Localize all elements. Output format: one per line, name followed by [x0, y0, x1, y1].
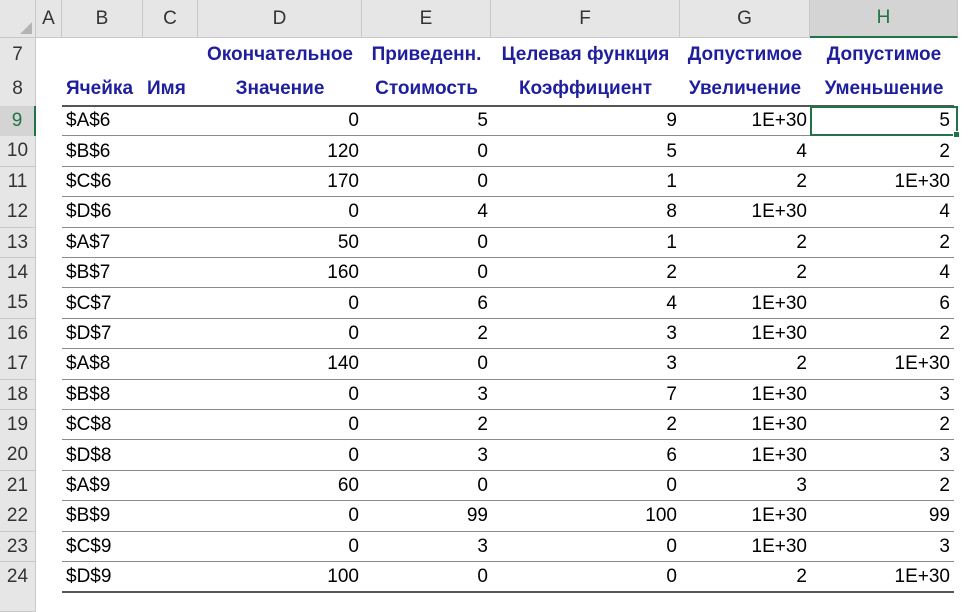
- cell-reduced-row-20[interactable]: 3: [477, 444, 488, 466]
- cell-coef-row-16[interactable]: 3: [666, 322, 677, 344]
- cell-reduced-row-10[interactable]: 0: [477, 140, 488, 162]
- column-header-d[interactable]: D: [198, 0, 362, 38]
- cell-coef-row-13[interactable]: 1: [666, 231, 677, 253]
- cell-dec-row-13[interactable]: 2: [939, 231, 950, 253]
- cell-final-row-13[interactable]: 50: [337, 231, 359, 253]
- heading-r8-h[interactable]: Уменьшение: [824, 78, 944, 99]
- cell-dec-row-22[interactable]: 99: [928, 505, 950, 527]
- cell-coef-row-15[interactable]: 4: [666, 292, 677, 314]
- heading-r7-f[interactable]: Целевая функция: [501, 44, 670, 65]
- cell-final-row-16[interactable]: 0: [348, 322, 359, 344]
- row-header-7[interactable]: 7: [0, 38, 36, 73]
- cell-cell-row-13[interactable]: $A$7: [66, 231, 111, 253]
- cell-coef-row-12[interactable]: 8: [666, 201, 677, 223]
- cell-dec-row-12[interactable]: 4: [939, 201, 950, 223]
- cell-cell-row-18[interactable]: $B$8: [66, 383, 111, 405]
- cell-coef-row-17[interactable]: 3: [666, 353, 677, 375]
- cell-cell-row-11[interactable]: $C$6: [66, 170, 112, 192]
- cell-dec-row-15[interactable]: 6: [939, 292, 950, 314]
- cell-final-row-9[interactable]: 0: [348, 110, 359, 132]
- heading-r8-f[interactable]: Коэффициент: [518, 78, 653, 99]
- cell-cell-row-10[interactable]: $B$6: [66, 140, 111, 162]
- cell-final-row-11[interactable]: 170: [327, 170, 359, 192]
- cell-reduced-row-22[interactable]: 99: [466, 505, 488, 527]
- cell-reduced-row-24[interactable]: 0: [477, 566, 488, 588]
- row-header-11[interactable]: 11: [0, 167, 36, 198]
- cell-dec-row-23[interactable]: 3: [939, 535, 950, 557]
- cell-final-row-14[interactable]: 160: [327, 262, 359, 284]
- row-header-13[interactable]: 13: [0, 228, 36, 259]
- cell-cell-row-17[interactable]: $A$8: [66, 353, 111, 375]
- cell-inc-row-16[interactable]: 1E+30: [751, 322, 807, 344]
- cell-cell-row-16[interactable]: $D$7: [66, 322, 112, 344]
- cell-inc-row-24[interactable]: 2: [796, 566, 807, 588]
- cell-inc-row-10[interactable]: 4: [796, 140, 807, 162]
- row-header-10[interactable]: 10: [0, 136, 36, 167]
- row-header-filler: [0, 592, 36, 612]
- cell-cell-row-15[interactable]: $C$7: [66, 292, 112, 314]
- row-header-19[interactable]: 19: [0, 410, 36, 441]
- cell-inc-row-23[interactable]: 1E+30: [751, 535, 807, 557]
- column-header-g[interactable]: G: [680, 0, 810, 38]
- cell-final-row-10[interactable]: 120: [327, 140, 359, 162]
- row-header-16[interactable]: 16: [0, 319, 36, 350]
- cell-inc-row-21[interactable]: 3: [796, 474, 807, 496]
- active-cell-border: [810, 106, 958, 136]
- cell-cell-row-22[interactable]: $B$9: [66, 505, 111, 527]
- column-header-f[interactable]: F: [491, 0, 680, 38]
- cell-reduced-row-14[interactable]: 0: [477, 262, 488, 284]
- cell-dec-row-16[interactable]: 2: [939, 322, 950, 344]
- cell-inc-row-9[interactable]: 1E+30: [751, 110, 807, 132]
- column-header-h[interactable]: H: [810, 0, 958, 38]
- row-header-20[interactable]: 20: [0, 440, 36, 471]
- heading-r8-e[interactable]: Стоимость: [375, 78, 478, 99]
- cell-inc-row-12[interactable]: 1E+30: [751, 201, 807, 223]
- cell-reduced-row-15[interactable]: 6: [477, 292, 488, 314]
- row-header-15[interactable]: 15: [0, 288, 36, 319]
- cell-inc-row-22[interactable]: 1E+30: [751, 505, 807, 527]
- cell-final-row-20[interactable]: 0: [348, 444, 359, 466]
- cell-cell-row-9[interactable]: $A$6: [66, 110, 111, 132]
- cell-inc-row-19[interactable]: 1E+30: [751, 414, 807, 436]
- cell-reduced-row-18[interactable]: 3: [477, 383, 488, 405]
- cell-final-row-24[interactable]: 100: [327, 566, 359, 588]
- column-header-e[interactable]: E: [362, 0, 491, 38]
- cell-dec-row-11[interactable]: 1E+30: [894, 170, 950, 192]
- cell-cell-row-19[interactable]: $C$8: [66, 414, 112, 436]
- cell-coef-row-9[interactable]: 9: [666, 110, 677, 132]
- cell-final-row-18[interactable]: 0: [348, 383, 359, 405]
- cell-coef-row-22[interactable]: 100: [645, 505, 677, 527]
- row-header-8[interactable]: 8: [0, 72, 36, 107]
- cell-final-row-17[interactable]: 140: [327, 353, 359, 375]
- cell-inc-row-17[interactable]: 2: [796, 353, 807, 375]
- cell-reduced-row-12[interactable]: 4: [477, 201, 488, 223]
- cell-coef-row-21[interactable]: 0: [666, 474, 677, 496]
- cell-inc-row-11[interactable]: 2: [796, 170, 807, 192]
- cell-inc-row-15[interactable]: 1E+30: [751, 292, 807, 314]
- cell-reduced-row-17[interactable]: 0: [477, 353, 488, 375]
- cell-reduced-row-13[interactable]: 0: [477, 231, 488, 253]
- cell-dec-row-24[interactable]: 1E+30: [894, 566, 950, 588]
- heading-r8-c[interactable]: Имя: [147, 78, 186, 99]
- cell-final-row-23[interactable]: 0: [348, 535, 359, 557]
- cell-cell-row-23[interactable]: $C$9: [66, 535, 112, 557]
- cell-cell-row-21[interactable]: $A$9: [66, 474, 111, 496]
- cell-coef-row-10[interactable]: 5: [666, 140, 677, 162]
- cell-coef-row-11[interactable]: 1: [666, 170, 677, 192]
- row-header-23[interactable]: 23: [0, 532, 36, 563]
- cell-coef-row-14[interactable]: 2: [666, 262, 677, 284]
- column-header-b[interactable]: B: [62, 0, 143, 38]
- cell-dec-row-20[interactable]: 3: [939, 444, 950, 466]
- cell-reduced-row-11[interactable]: 0: [477, 170, 488, 192]
- heading-r8-d[interactable]: Значение: [235, 78, 325, 99]
- cell-final-row-12[interactable]: 0: [348, 201, 359, 223]
- row-separator: [62, 591, 954, 593]
- cell-coef-row-19[interactable]: 2: [666, 414, 677, 436]
- cell-inc-row-18[interactable]: 1E+30: [751, 383, 807, 405]
- row-header-21[interactable]: 21: [0, 471, 36, 502]
- row-header-22[interactable]: 22: [0, 501, 36, 532]
- column-header-c[interactable]: C: [143, 0, 198, 38]
- fill-handle[interactable]: [953, 131, 960, 138]
- cell-final-row-19[interactable]: 0: [348, 414, 359, 436]
- cell-reduced-row-23[interactable]: 3: [477, 535, 488, 557]
- cell-coef-row-23[interactable]: 0: [666, 535, 677, 557]
- cell-dec-row-9[interactable]: 5: [939, 110, 950, 132]
- cell-final-row-21[interactable]: 60: [337, 474, 359, 496]
- cell-dec-row-10[interactable]: 2: [939, 140, 950, 162]
- cell-inc-row-13[interactable]: 2: [796, 231, 807, 253]
- cell-reduced-row-16[interactable]: 2: [477, 322, 488, 344]
- cell-coef-row-20[interactable]: 6: [666, 444, 677, 466]
- cell-reduced-row-21[interactable]: 0: [477, 474, 488, 496]
- cell-final-row-22[interactable]: 0: [348, 505, 359, 527]
- cell-coef-row-24[interactable]: 0: [666, 566, 677, 588]
- cell-inc-row-14[interactable]: 2: [796, 262, 807, 284]
- cell-dec-row-18[interactable]: 3: [939, 383, 950, 405]
- cell-cell-row-24[interactable]: $D$9: [66, 566, 112, 588]
- cell-dec-row-19[interactable]: 2: [939, 414, 950, 436]
- cell-final-row-15[interactable]: 0: [348, 292, 359, 314]
- cell-dec-row-17[interactable]: 1E+30: [894, 353, 950, 375]
- row-header-12[interactable]: 12: [0, 197, 36, 228]
- heading-r7-d[interactable]: Окончательное: [207, 44, 353, 65]
- select-all-triangle-icon: [20, 22, 32, 34]
- cell-reduced-row-9[interactable]: 5: [477, 110, 488, 132]
- column-header-a[interactable]: A: [36, 0, 62, 38]
- cell-dec-row-14[interactable]: 4: [939, 262, 950, 284]
- cell-cell-row-14[interactable]: $B$7: [66, 262, 111, 284]
- row-header-14[interactable]: 14: [0, 258, 36, 289]
- row-header-17[interactable]: 17: [0, 349, 36, 380]
- cell-reduced-row-19[interactable]: 2: [477, 414, 488, 436]
- cell-cell-row-12[interactable]: $D$6: [66, 201, 112, 223]
- heading-r8-b[interactable]: Ячейка: [66, 78, 134, 99]
- cell-dec-row-21[interactable]: 2: [939, 474, 950, 496]
- row-header-18[interactable]: 18: [0, 380, 36, 411]
- select-all-corner[interactable]: [0, 0, 36, 38]
- heading-r7-e[interactable]: Приведенн.: [371, 44, 482, 65]
- heading-r8-g[interactable]: Увеличение: [688, 78, 802, 99]
- cell-inc-row-20[interactable]: 1E+30: [751, 444, 807, 466]
- heading-r7-h[interactable]: Допустимое: [826, 44, 942, 65]
- row-header-9[interactable]: 9: [0, 106, 36, 137]
- heading-r7-g[interactable]: Допустимое: [687, 44, 803, 65]
- cell-cell-row-20[interactable]: $D$8: [66, 444, 112, 466]
- cell-coef-row-18[interactable]: 7: [666, 383, 677, 405]
- row-header-24[interactable]: 24: [0, 562, 36, 593]
